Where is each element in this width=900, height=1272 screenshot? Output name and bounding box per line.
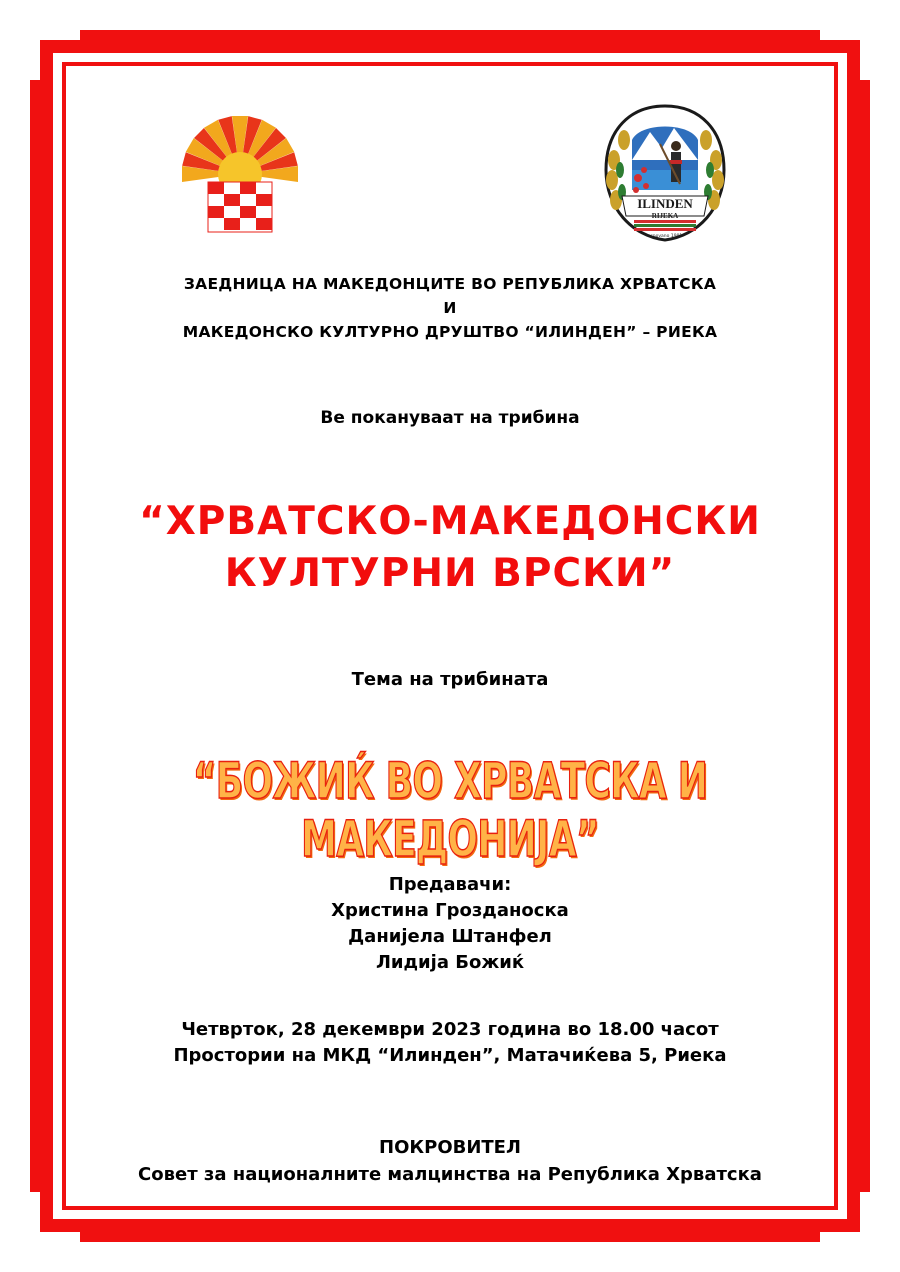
left-logo-sun-emblem: [180, 112, 300, 234]
event-title: [0, 496, 900, 600]
lecturer-name: Лидија Божиќ: [375, 952, 525, 973]
right-logo-ilinden-emblem: [600, 100, 730, 245]
ilinden-logo-text: ILINDEN: [637, 196, 693, 211]
event-details: [0, 1017, 900, 1069]
lecturer-name: Данијела Штанфел: [348, 926, 552, 947]
sponsor-name: Совет за националните малцинства на Република Хрватска: [138, 1164, 762, 1185]
organizer-line-2: И: [443, 299, 457, 317]
organizer-line-1: ЗАЕДНИЦА НА МАКЕДОНЦИТЕ ВО РЕПУБЛИКА ХРВАТСКА: [183, 275, 717, 293]
event-title-line-1: “ХРВАТСКО-МАКЕДОНСКИ: [139, 499, 761, 544]
lecturers-block: [0, 872, 900, 976]
event-title-line-2: КУЛТУРНИ ВРСКИ”: [224, 551, 676, 596]
event-date-line: Четврток, 28 декември 2023 година во 18.00 часот: [181, 1019, 719, 1040]
lecturers-label: Предавачи:: [388, 874, 512, 895]
theme-label: Тема на трибината: [351, 669, 549, 690]
sponsor-label: ПОКРОВИТЕЛ: [379, 1137, 521, 1158]
theme-title: “БОЖИЌ ВО ХРВАТСКА И МАКЕДОНИЈА”: [192, 752, 708, 868]
event-place-line: Простории на МКД “Илинден”, Матачиќева 5, Риека: [173, 1045, 727, 1066]
invitation-text: Ве покануваат на трибина: [320, 408, 580, 428]
lecturer-name: Христина Грозданоска: [331, 900, 569, 921]
sponsor-block: [0, 1134, 900, 1188]
ilinden-logo-subtext: RIJEKA: [651, 212, 679, 220]
ilinden-logo-motto: osnovano 1991: [647, 234, 683, 239]
organizers-header: [0, 272, 900, 344]
organizer-line-3: МАКЕДОНСКО КУЛТУРНО ДРУШТВО “ИЛИНДЕН” – РИЕКА: [182, 323, 718, 341]
